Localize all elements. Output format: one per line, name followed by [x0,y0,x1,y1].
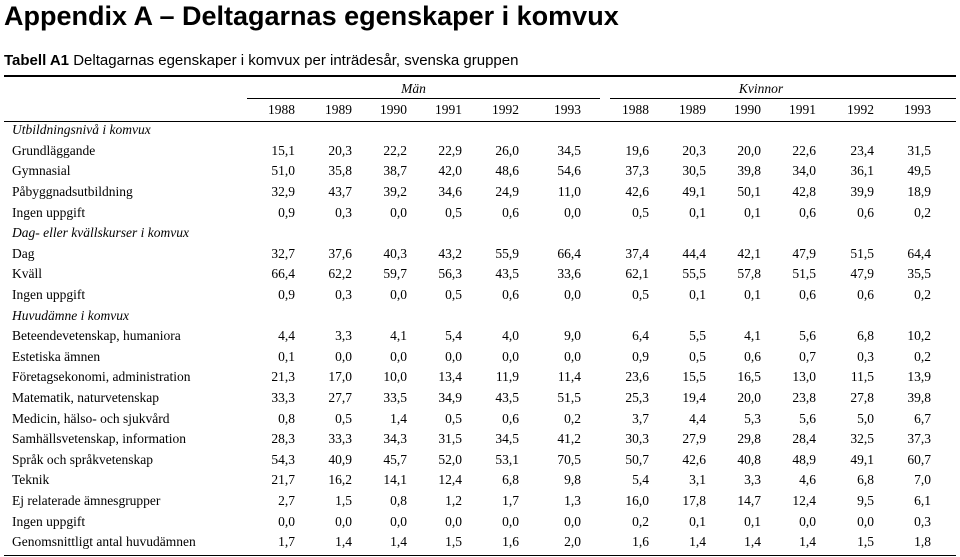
table-cell: 34,0 [792,163,816,179]
table-cell: 17,8 [682,492,706,508]
table-cell: 55,5 [682,266,706,282]
table-cell: 28,3 [271,431,295,447]
table-cell: 20,3 [682,142,706,158]
table-cell: 62,2 [328,266,352,282]
table-cell: 39,8 [907,390,931,406]
table-cell: 31,5 [438,431,462,447]
table-cell: 0,2 [632,513,649,529]
table-cell: 51,0 [271,163,295,179]
header-blank [4,78,241,99]
table-cell: 0,5 [689,348,706,364]
group-header: Män [401,80,426,96]
table-cell: 32,7 [271,245,295,261]
table-title: Deltagarnas egenskaper i komvux per inträdesår, svenska gruppen [73,52,519,69]
table-cell: 52,0 [438,451,462,467]
table-cell: 34,5 [495,431,519,447]
table-cell: 7,0 [914,472,931,488]
table-cell: 0,6 [502,410,519,426]
table-cell: 33,5 [383,390,407,406]
row-label: Ingen uppgift [12,204,86,220]
table-cell: 0,0 [564,348,581,364]
group-header: Kvinnor [738,80,784,96]
table-cell: 10,2 [907,328,931,344]
row-label: Ej relaterade ämnesgrupper [12,492,161,508]
table-cell: 0,1 [744,204,761,220]
table-cell: 33,6 [557,266,581,282]
table-cell: 35,5 [907,266,931,282]
row-label: Påbyggnadsutbildning [12,184,133,200]
group-header-row [4,78,936,99]
table-cell: 39,9 [850,184,874,200]
table-cell: 35,8 [328,163,352,179]
table-cell: 0,0 [278,513,295,529]
table-cell: 6,7 [914,410,931,426]
table-cell: 39,2 [383,184,407,200]
table-cell: 48,6 [495,163,519,179]
table-cell: 1,4 [689,534,706,550]
table-cell: 40,9 [328,451,352,467]
table-cell: 6,4 [632,328,649,344]
table-cell: 50,1 [737,184,761,200]
table-cell: 66,4 [271,266,295,282]
table-cell: 2,7 [278,492,295,508]
table-cell: 13,0 [792,369,816,385]
table-cell: 0,5 [445,287,462,303]
table-cell: 0,6 [857,287,874,303]
table-cell: 56,3 [438,266,462,282]
table-cell: 9,5 [857,492,874,508]
table-row [4,491,936,512]
table-cell: 20,0 [737,390,761,406]
row-label: Matematik, naturvetenskap [12,390,159,406]
table-cell: 23,6 [625,369,649,385]
table-cell: 53,1 [495,451,519,467]
section-heading: Huvudämne i komvux [12,307,129,323]
table-cell: 1,3 [564,492,581,508]
table-cell: 0,0 [335,513,352,529]
table-row [4,141,936,162]
row-label: Medicin, hälso- och sjukvård [12,410,170,426]
table-cell: 49,5 [907,163,931,179]
table-cell: 45,7 [383,451,407,467]
table-top-rule [4,75,956,77]
table-cell: 27,8 [850,390,874,406]
table-cell: 59,7 [383,266,407,282]
year-header: 1991 [435,101,462,117]
table-cell: 23,8 [792,390,816,406]
table-row [4,202,936,223]
table-cell: 5,0 [857,410,874,426]
table-cell: 41,2 [557,431,581,447]
table-cell: 4,4 [278,328,295,344]
row-label: Estetiska ämnen [12,348,101,364]
table-cell: 5,4 [632,472,649,488]
row-label: Ingen uppgift [12,287,86,303]
row-label: Genomsnittligt antal huvudämnen [12,534,196,550]
table-cell: 62,1 [625,266,649,282]
table-cell: 47,9 [850,266,874,282]
table-cell: 49,1 [850,451,874,467]
section-heading: Utbildningsnivå i komvux [12,122,151,138]
table-cell: 0,8 [278,410,295,426]
table-cell: 16,0 [625,492,649,508]
table-cell: 9,8 [564,472,581,488]
table-cell: 5,6 [799,328,816,344]
table-cell: 32,9 [271,184,295,200]
table-cell: 37,3 [625,163,649,179]
table-cell: 6,8 [857,472,874,488]
table-cell: 15,1 [271,142,295,158]
table-row [4,388,936,409]
row-label: Teknik [12,472,50,488]
table-cell: 40,3 [383,245,407,261]
table-cell: 1,6 [632,534,649,550]
row-label: Kväll [12,266,42,282]
header-blank [4,99,241,120]
table-cell: 39,8 [737,163,761,179]
table-cell: 0,1 [689,204,706,220]
table-cell: 0,0 [445,513,462,529]
section-row [4,223,936,244]
table-cell: 1,4 [744,534,761,550]
row-label: Gymnasial [12,163,71,179]
table-cell: 4,6 [799,472,816,488]
table-cell: 27,9 [682,431,706,447]
table-cell: 0,3 [857,348,874,364]
table-cell: 5,3 [744,410,761,426]
table-cell: 5,5 [689,328,706,344]
page-heading: Appendix A – Deltagarnas egenskaper i komvux [4,1,619,31]
table-cell: 1,5 [857,534,874,550]
row-label: Dag [12,245,35,261]
year-header: 1992 [492,101,519,117]
table-caption [4,52,518,70]
table-cell: 0,2 [564,410,581,426]
table-cell: 17,0 [328,369,352,385]
table-cell: 15,5 [682,369,706,385]
table-cell: 0,6 [799,287,816,303]
table-cell: 27,7 [328,390,352,406]
table-cell: 51,5 [557,390,581,406]
table-cell: 13,4 [438,369,462,385]
table-cell: 34,6 [438,184,462,200]
table-cell: 5,4 [445,328,462,344]
year-header-row [4,99,936,120]
table-cell: 30,5 [682,163,706,179]
table-cell: 12,4 [438,472,462,488]
table-cell: 3,3 [335,328,352,344]
table-cell: 19,6 [625,142,649,158]
table-cell: 0,0 [502,348,519,364]
table-cell: 0,9 [632,348,649,364]
table-number: Tabell A1 [4,52,70,69]
table-cell: 54,3 [271,451,295,467]
table-cell: 0,0 [564,204,581,220]
table-cell: 66,4 [557,245,581,261]
table-cell: 0,0 [564,287,581,303]
table-cell: 11,4 [557,369,581,385]
table-cell: 42,6 [682,451,706,467]
table-row [4,450,936,471]
row-label: Ingen uppgift [12,513,86,529]
table-cell: 36,1 [850,163,874,179]
section-heading: Dag- eller kvällskurser i komvux [12,225,189,241]
table-cell: 26,0 [495,142,519,158]
section-row [4,120,936,141]
table-cell: 13,9 [907,369,931,385]
table-row [4,470,936,491]
table-cell: 21,7 [271,472,295,488]
table-cell: 0,5 [335,410,352,426]
table-cell: 1,5 [335,492,352,508]
table-cell: 50,7 [625,451,649,467]
table-cell: 12,4 [792,492,816,508]
table-cell: 0,5 [445,410,462,426]
table-cell: 51,5 [792,266,816,282]
row-label: Språk och språkvetenskap [12,451,153,467]
table-cell: 0,9 [278,287,295,303]
table-cell: 1,4 [335,534,352,550]
table-cell: 0,5 [632,287,649,303]
table-cell: 0,2 [914,204,931,220]
table-cell: 0,0 [390,513,407,529]
table-cell: 0,2 [914,348,931,364]
table-cell: 16,5 [737,369,761,385]
table-cell: 20,0 [737,142,761,158]
table-cell: 0,1 [744,513,761,529]
table-cell: 11,9 [495,369,519,385]
table-cell: 1,5 [445,534,462,550]
table-cell: 25,3 [625,390,649,406]
table-cell: 11,5 [850,369,874,385]
table-cell: 1,8 [914,534,931,550]
row-label: Beteendevetenskap, humaniora [12,328,181,344]
table-cell: 31,5 [907,142,931,158]
table-cell: 4,0 [502,328,519,344]
table-cell: 0,0 [390,348,407,364]
table-cell: 9,0 [564,328,581,344]
table-cell: 49,1 [682,184,706,200]
table-row [4,367,936,388]
table-cell: 1,7 [502,492,519,508]
table-cell: 0,0 [799,513,816,529]
table-cell: 33,3 [271,390,295,406]
table-cell: 0,0 [502,513,519,529]
table-cell: 0,2 [914,287,931,303]
table-row [4,244,936,265]
table-cell: 23,4 [850,142,874,158]
table-cell: 0,3 [335,287,352,303]
table-cell: 0,3 [914,513,931,529]
table-cell: 0,0 [564,513,581,529]
table-cell: 34,3 [383,431,407,447]
table-cell: 22,2 [383,142,407,158]
table-cell: 34,5 [557,142,581,158]
table-cell: 37,4 [625,245,649,261]
table-cell: 1,2 [445,492,462,508]
table-cell: 0,6 [502,204,519,220]
table-row [4,347,936,368]
table-cell: 54,6 [557,163,581,179]
table-cell: 1,7 [278,534,295,550]
table-row [4,532,936,553]
table-row [4,285,936,306]
table-cell: 0,6 [744,348,761,364]
table-cell: 16,2 [328,472,352,488]
table-cell: 0,0 [857,513,874,529]
table-cell: 42,8 [792,184,816,200]
table-cell: 40,8 [737,451,761,467]
table-cell: 42,1 [737,245,761,261]
table-cell: 21,3 [271,369,295,385]
table-cell: 4,1 [744,328,761,344]
table-cell: 0,6 [502,287,519,303]
table-cell: 0,5 [632,204,649,220]
year-header: 1990 [380,101,407,117]
table-cell: 14,7 [737,492,761,508]
table-row [4,326,936,347]
table-cell: 0,6 [799,204,816,220]
table-cell: 28,4 [792,431,816,447]
table-cell: 18,9 [907,184,931,200]
table-cell: 43,5 [495,266,519,282]
table-cell: 11,0 [557,184,581,200]
table-row [4,264,936,285]
year-header: 1988 [268,101,295,117]
table-cell: 3,7 [632,410,649,426]
table-cell: 47,9 [792,245,816,261]
table-cell: 20,3 [328,142,352,158]
table-cell: 6,1 [914,492,931,508]
table-cell: 55,9 [495,245,519,261]
table-cell: 42,0 [438,163,462,179]
table-cell: 0,6 [857,204,874,220]
table-cell: 51,5 [850,245,874,261]
table-cell: 0,3 [335,204,352,220]
year-header: 1988 [622,101,649,117]
table-cell: 24,9 [495,184,519,200]
table-cell: 60,7 [907,451,931,467]
year-header: 1990 [734,101,761,117]
table-cell: 19,4 [682,390,706,406]
data-table [4,78,936,552]
table-cell: 0,0 [390,204,407,220]
table-row [4,182,936,203]
table-cell: 0,8 [390,492,407,508]
table-cell: 43,2 [438,245,462,261]
table-cell: 0,1 [278,348,295,364]
table-cell: 30,3 [625,431,649,447]
table-cell: 43,5 [495,390,519,406]
table-cell: 2,0 [564,534,581,550]
year-header: 1989 [325,101,352,117]
year-header: 1989 [679,101,706,117]
table-cell: 0,1 [744,287,761,303]
table-cell: 22,9 [438,142,462,158]
table-cell: 34,9 [438,390,462,406]
table-cell: 1,4 [390,410,407,426]
table-cell: 6,8 [502,472,519,488]
table-row [4,161,936,182]
table-cell: 57,8 [737,266,761,282]
table-cell: 3,1 [689,472,706,488]
table-cell: 0,9 [278,204,295,220]
table-cell: 0,0 [335,348,352,364]
table-cell: 14,1 [383,472,407,488]
table-cell: 0,0 [445,348,462,364]
row-label: Samhällsvetenskap, information [12,431,186,447]
table-cell: 0,0 [390,287,407,303]
table-cell: 1,4 [799,534,816,550]
table-cell: 38,7 [383,163,407,179]
table-cell: 42,6 [625,184,649,200]
table-cell: 10,0 [383,369,407,385]
table-cell: 22,6 [792,142,816,158]
table-cell: 44,4 [682,245,706,261]
table-cell: 70,5 [557,451,581,467]
table-cell: 33,3 [328,431,352,447]
table-cell: 1,4 [390,534,407,550]
table-cell: 0,7 [799,348,816,364]
year-header: 1993 [904,101,931,117]
year-header: 1993 [554,101,581,117]
table-cell: 6,8 [857,328,874,344]
year-header: 1991 [789,101,816,117]
table-cell: 3,3 [744,472,761,488]
table-cell: 29,8 [737,431,761,447]
year-header: 1992 [847,101,874,117]
table-cell: 0,1 [689,513,706,529]
table-bottom-rule [4,555,956,556]
table-cell: 0,5 [445,204,462,220]
table-cell: 32,5 [850,431,874,447]
table-cell: 43,7 [328,184,352,200]
table-cell: 4,1 [390,328,407,344]
table-cell: 1,6 [502,534,519,550]
table-cell: 0,1 [689,287,706,303]
row-label: Företagsekonomi, administration [12,369,191,385]
table-cell: 4,4 [689,410,706,426]
table-row [4,408,936,429]
section-row [4,305,936,326]
table-cell: 48,9 [792,451,816,467]
row-label: Grundläggande [12,142,96,158]
table-cell: 37,3 [907,431,931,447]
table-row [4,429,936,450]
table-cell: 37,6 [328,245,352,261]
table-row [4,511,936,532]
table-cell: 64,4 [907,245,931,261]
table-cell: 5,6 [799,410,816,426]
